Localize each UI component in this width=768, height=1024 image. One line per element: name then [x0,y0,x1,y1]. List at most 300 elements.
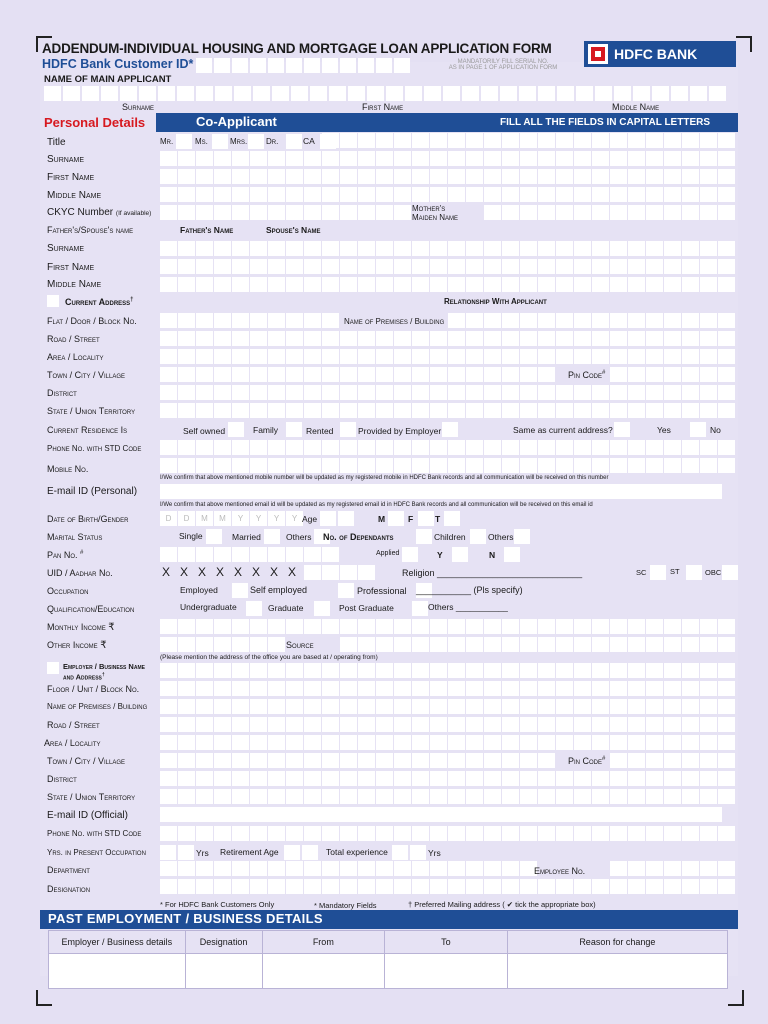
char-box[interactable] [250,403,267,418]
char-box[interactable] [178,681,195,696]
char-box[interactable] [520,169,537,184]
char-box[interactable] [556,789,573,804]
char-box[interactable] [646,259,663,274]
char-box[interactable] [304,241,321,256]
char-box[interactable] [664,169,681,184]
char-box[interactable] [700,789,717,804]
char-box[interactable] [718,259,735,274]
char-box[interactable] [430,735,447,750]
char-box[interactable] [592,771,609,786]
char-box[interactable] [556,717,573,732]
char-box[interactable] [646,367,663,382]
char-box[interactable] [466,663,483,678]
char-box[interactable] [340,169,357,184]
char-box[interactable] [214,385,231,400]
char-box[interactable] [466,367,483,382]
char-box[interactable] [340,151,357,166]
char-box[interactable] [592,440,609,455]
char-box[interactable] [196,789,213,804]
char-box[interactable] [538,440,555,455]
char-box[interactable] [610,879,627,894]
town-boxes[interactable] [160,367,736,382]
customer-id-boxes[interactable] [196,58,412,73]
char-box[interactable] [718,205,735,220]
char-box[interactable] [682,331,699,346]
char-box[interactable] [376,681,393,696]
caste-checkbox[interactable] [722,565,738,580]
char-box[interactable] [520,879,537,894]
char-box[interactable] [412,637,429,652]
char-box[interactable] [448,735,465,750]
char-box[interactable] [484,151,501,166]
char-box[interactable] [690,86,707,101]
char-box[interactable] [448,637,465,652]
char-box[interactable] [232,241,249,256]
char-box[interactable] [394,367,411,382]
char-box[interactable] [556,331,573,346]
title-mrs[interactable]: Mrs. [230,137,248,146]
char-box[interactable] [394,169,411,184]
char-box[interactable] [160,735,177,750]
char-box[interactable] [268,826,285,841]
char-box[interactable] [394,753,411,768]
char-box[interactable] [700,205,717,220]
char-box[interactable] [358,440,375,455]
char-box[interactable] [430,440,447,455]
char-box[interactable] [196,313,213,328]
char-box[interactable] [652,86,669,101]
char-box[interactable] [268,187,285,202]
char-box[interactable] [322,403,339,418]
char-box[interactable] [340,458,357,473]
char-box[interactable] [682,789,699,804]
char-box[interactable] [430,861,447,876]
char-box[interactable] [232,699,249,714]
char-box[interactable] [556,385,573,400]
char-box[interactable] [250,681,267,696]
char-box[interactable] [358,699,375,714]
char-box[interactable] [664,771,681,786]
char-box[interactable] [502,789,519,804]
char-box[interactable] [646,331,663,346]
char-box[interactable] [268,699,285,714]
char-box[interactable] [196,241,213,256]
char-box[interactable] [376,349,393,364]
char-box[interactable] [430,681,447,696]
title-checkbox[interactable] [320,134,336,149]
char-box[interactable] [700,313,717,328]
dependants-box[interactable] [416,529,432,544]
char-box[interactable] [484,277,501,292]
char-box[interactable] [646,169,663,184]
caste-st[interactable]: ST [670,567,680,576]
first-name-boxes[interactable] [160,169,736,184]
char-box[interactable] [538,241,555,256]
char-box[interactable] [628,259,645,274]
char-box[interactable] [232,403,249,418]
char-box[interactable] [412,277,429,292]
marital-single[interactable]: Single [179,531,203,541]
char-box[interactable] [322,440,339,455]
char-box[interactable] [286,187,303,202]
char-box[interactable] [448,681,465,696]
char-box[interactable] [502,403,519,418]
char-box[interactable] [484,403,501,418]
char-box[interactable] [574,277,591,292]
char-box[interactable] [304,259,321,274]
char-box[interactable] [196,826,213,841]
char-box[interactable] [358,789,375,804]
char-box[interactable] [574,385,591,400]
char-box[interactable] [358,879,375,894]
char-box[interactable] [232,771,249,786]
char-box[interactable] [322,205,339,220]
char-box[interactable] [519,86,536,101]
char-box[interactable] [268,879,285,894]
char-box[interactable] [628,826,645,841]
char-box[interactable] [700,458,717,473]
char-box[interactable] [286,681,303,696]
char-box[interactable] [610,826,627,841]
char-box[interactable] [718,789,735,804]
char-box[interactable] [250,313,267,328]
char-box[interactable] [178,241,195,256]
char-box[interactable] [520,826,537,841]
char-box[interactable] [502,637,519,652]
emp-town-boxes[interactable] [160,753,736,768]
char-box[interactable] [700,681,717,696]
char-box[interactable] [160,681,177,696]
char-box[interactable] [502,458,519,473]
char-box[interactable] [664,681,681,696]
char-box[interactable] [177,86,194,101]
char-box[interactable] [682,187,699,202]
char-box[interactable] [682,313,699,328]
char-box[interactable] [358,619,375,634]
char-box[interactable] [340,259,357,274]
char-box[interactable] [234,86,251,101]
char-box[interactable] [286,331,303,346]
char-box[interactable] [214,259,231,274]
flat-boxes[interactable] [160,313,736,328]
char-box[interactable] [502,681,519,696]
pan-applied-no[interactable]: N [489,550,496,560]
char-box[interactable] [556,826,573,841]
char-box[interactable] [538,826,555,841]
char-box[interactable] [358,735,375,750]
char-box[interactable] [610,331,627,346]
char-box[interactable] [304,385,321,400]
char-box[interactable] [682,205,699,220]
char-box[interactable] [448,385,465,400]
char-box[interactable] [484,861,501,876]
char-box[interactable] [286,58,302,73]
char-box[interactable] [592,187,609,202]
char-box[interactable] [592,789,609,804]
char-box[interactable] [250,367,267,382]
char-box[interactable] [520,717,537,732]
char-box[interactable] [376,259,393,274]
parent-surname-boxes[interactable] [160,241,736,256]
char-box[interactable] [412,187,429,202]
char-box[interactable] [592,826,609,841]
char-box[interactable] [268,440,285,455]
char-box[interactable] [178,440,195,455]
char-box[interactable] [286,861,303,876]
char-box[interactable] [376,151,393,166]
gender-m[interactable]: M [378,514,386,524]
char-box[interactable] [160,458,177,473]
char-box[interactable] [592,663,609,678]
char-box[interactable] [592,458,609,473]
char-box[interactable] [214,699,231,714]
char-box[interactable] [592,699,609,714]
char-box[interactable] [430,241,447,256]
char-box[interactable] [394,458,411,473]
char-box[interactable] [628,133,645,148]
char-box[interactable] [502,699,519,714]
pan-boxes[interactable] [160,547,340,562]
char-box[interactable] [484,879,501,894]
char-box[interactable] [502,151,519,166]
char-box[interactable] [682,133,699,148]
char-box[interactable] [286,349,303,364]
char-box[interactable] [718,619,735,634]
char-box[interactable] [610,861,627,876]
char-box[interactable] [160,367,177,382]
char-box[interactable] [466,735,483,750]
char-box[interactable] [592,241,609,256]
age-box[interactable] [320,511,336,526]
title-checkbox[interactable] [248,134,264,149]
char-box[interactable] [556,349,573,364]
char-box[interactable] [304,367,321,382]
char-box[interactable] [340,826,357,841]
char-box[interactable] [448,277,465,292]
char-box[interactable] [448,313,465,328]
char-box[interactable] [376,277,393,292]
char-box[interactable] [448,133,465,148]
char-box[interactable] [412,241,429,256]
char-box[interactable] [538,331,555,346]
char-box[interactable] [394,277,411,292]
char-box[interactable] [556,259,573,274]
char-box[interactable] [502,771,519,786]
gender-checkbox[interactable] [388,511,404,526]
char-box[interactable] [178,735,195,750]
qual-others[interactable]: Others ___________ [428,602,508,612]
past-table-row[interactable] [49,954,728,989]
char-box[interactable] [304,789,321,804]
char-box[interactable] [304,735,321,750]
char-box[interactable] [556,663,573,678]
char-box[interactable] [232,681,249,696]
char-box[interactable] [196,458,213,473]
char-box[interactable] [430,133,447,148]
char-box[interactable] [160,547,177,562]
char-box[interactable] [394,826,411,841]
dependants-box[interactable] [470,529,486,544]
char-box[interactable] [646,133,663,148]
char-box[interactable] [322,879,339,894]
char-box[interactable] [304,349,321,364]
char-box[interactable] [646,879,663,894]
char-box[interactable] [592,205,609,220]
char-box[interactable] [628,403,645,418]
char-box[interactable] [232,367,249,382]
area-boxes[interactable] [160,349,736,364]
char-box[interactable] [664,789,681,804]
char-box[interactable] [394,187,411,202]
char-box[interactable] [574,205,591,220]
char-box[interactable] [214,663,231,678]
char-box[interactable] [250,58,266,73]
char-box[interactable] [466,277,483,292]
char-box[interactable] [394,151,411,166]
residence-checkbox[interactable] [228,422,244,437]
char-box[interactable] [574,717,591,732]
caste-checkbox[interactable] [650,565,666,580]
char-box[interactable] [304,205,321,220]
char-box[interactable] [592,735,609,750]
char-box[interactable] [520,367,537,382]
char-box[interactable] [232,663,249,678]
char-box[interactable] [646,637,663,652]
char-box[interactable] [502,735,519,750]
char-box[interactable] [196,349,213,364]
char-box[interactable] [592,879,609,894]
char-box[interactable] [160,331,177,346]
char-box[interactable] [232,169,249,184]
char-box[interactable] [394,735,411,750]
occ-professional[interactable]: Professional [357,586,407,596]
char-box[interactable] [484,241,501,256]
char-box[interactable] [520,385,537,400]
char-box[interactable] [376,241,393,256]
char-box[interactable] [718,681,735,696]
char-box[interactable] [340,187,357,202]
char-box[interactable] [268,349,285,364]
char-box[interactable] [358,367,375,382]
char-box[interactable] [592,259,609,274]
char-box[interactable] [101,86,118,101]
char-box[interactable] [340,637,357,652]
char-box[interactable] [682,753,699,768]
char-box[interactable] [646,403,663,418]
char-box[interactable] [304,331,321,346]
current-address-checkbox[interactable] [47,295,59,307]
char-box[interactable] [250,619,267,634]
char-box[interactable] [340,619,357,634]
char-box[interactable] [322,241,339,256]
char-box[interactable] [592,151,609,166]
char-box[interactable] [700,753,717,768]
char-box[interactable] [610,133,627,148]
char-box[interactable] [286,151,303,166]
char-box[interactable] [358,861,375,876]
char-box[interactable] [160,277,177,292]
char-box[interactable] [466,403,483,418]
char-box[interactable] [538,133,555,148]
char-box[interactable] [196,699,213,714]
char-box[interactable] [538,619,555,634]
char-box[interactable] [628,205,645,220]
char-box[interactable] [340,440,357,455]
char-box[interactable] [538,458,555,473]
char-box[interactable] [484,699,501,714]
char-box[interactable] [718,458,735,473]
char-box[interactable] [340,717,357,732]
char-box[interactable] [448,699,465,714]
char-box[interactable] [178,313,195,328]
char-box[interactable] [376,403,393,418]
char-box[interactable] [664,879,681,894]
char-box[interactable] [610,699,627,714]
char-box[interactable] [250,458,267,473]
char-box[interactable] [340,753,357,768]
char-box[interactable] [556,277,573,292]
char-box[interactable] [304,717,321,732]
char-box[interactable] [484,169,501,184]
char-box[interactable] [196,619,213,634]
char-box[interactable] [214,879,231,894]
char-box[interactable] [628,440,645,455]
char-box[interactable] [178,663,195,678]
char-box[interactable] [340,367,357,382]
char-box[interactable] [448,717,465,732]
char-box[interactable] [214,826,231,841]
char-box[interactable] [196,259,213,274]
char-box[interactable] [628,699,645,714]
char-box[interactable] [700,403,717,418]
char-box[interactable] [646,789,663,804]
char-box[interactable] [412,735,429,750]
char-box[interactable] [196,385,213,400]
char-box[interactable] [214,241,231,256]
char-box[interactable] [700,331,717,346]
char-box[interactable] [178,187,195,202]
char-box[interactable] [538,277,555,292]
char-box[interactable] [466,699,483,714]
char-box[interactable] [448,861,465,876]
char-box[interactable] [376,826,393,841]
char-box[interactable] [214,403,231,418]
char-box[interactable] [286,699,303,714]
char-box[interactable] [340,771,357,786]
char-box[interactable] [196,440,213,455]
char-box[interactable] [484,349,501,364]
char-box[interactable] [520,440,537,455]
char-box[interactable] [286,619,303,634]
char-box[interactable] [574,403,591,418]
char-box[interactable] [520,313,537,328]
char-box[interactable] [376,861,393,876]
phone-boxes[interactable] [160,440,736,455]
char-box[interactable] [466,826,483,841]
char-box[interactable] [286,277,303,292]
char-box[interactable] [646,753,663,768]
char-box[interactable] [232,259,249,274]
char-box[interactable] [502,861,519,876]
char-box[interactable] [304,313,321,328]
char-box[interactable] [628,331,645,346]
char-box[interactable] [664,699,681,714]
char-box[interactable] [268,58,284,73]
char-box[interactable] [322,58,338,73]
char-box[interactable] [502,205,519,220]
char-box[interactable] [304,547,321,562]
retirement-box[interactable] [302,845,318,860]
